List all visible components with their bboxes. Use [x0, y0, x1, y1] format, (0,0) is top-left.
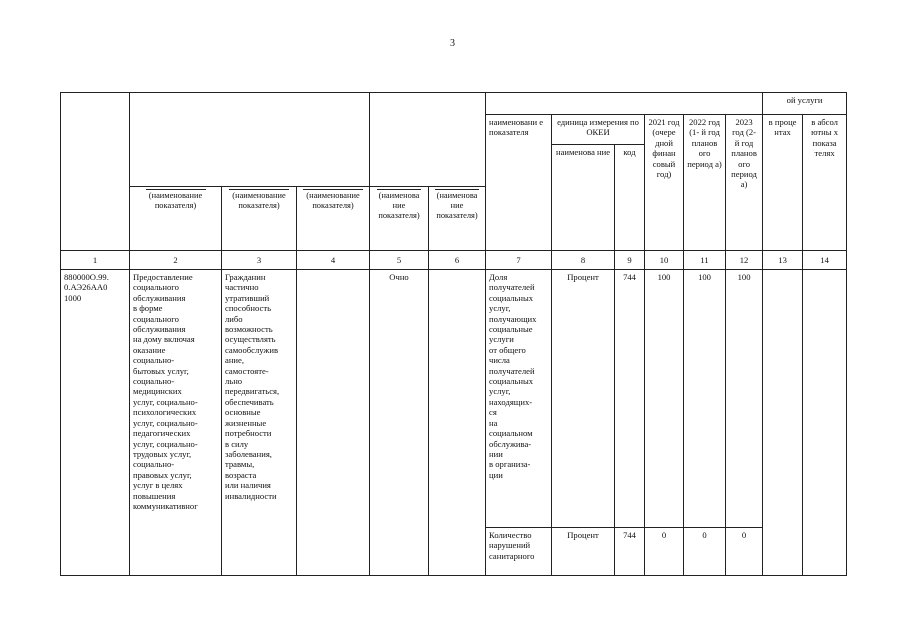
service-description: Предоставление социального обслуживания в форме социального обслуживания на дому включая оказание социально- бытовых услуг, социально- медицинских услуг, социально- психологических услуг, социально- педагогических услуг, социально- трудовых услуг, социально- правовых услуг, услуг в целях повышения коммуникативног: [130, 270, 222, 576]
in-absolute-header: в абсол ютны х показа телях: [803, 115, 847, 251]
page-number: 3: [450, 38, 455, 49]
column-number: 7: [486, 251, 552, 270]
service-form: Очно: [370, 270, 429, 576]
in-percent-header: в проце нтах: [763, 115, 803, 251]
column-number: 10: [645, 251, 684, 270]
blank-line: [435, 189, 479, 190]
indicator-name: Количество нарушений санитарного: [486, 528, 552, 576]
year-2021-header: 2021 год (очере дной финан совый год): [645, 115, 684, 251]
registry-code: 880000О.99. 0.АЭ26АА0 1000: [61, 270, 130, 576]
value-2021: 100: [645, 270, 684, 528]
indicator-name-label-1: (наименование показателя): [130, 187, 222, 251]
value-2023: 100: [726, 270, 763, 528]
of-service-header: ой услуги: [763, 93, 847, 115]
value-2023: 0: [726, 528, 763, 576]
service-indicators-table: [60, 92, 847, 576]
indicator-name: Доля получателей социальных услуг, получающих социальные услуги от общего числа получателей социальных услуг, находящих- ся на социальном обслужива- нии в организа- ции: [486, 270, 552, 528]
column-number: 13: [763, 251, 803, 270]
unit-name-header: наименова ние: [552, 145, 615, 251]
column-number: 1: [61, 251, 130, 270]
year-2022-header: 2022 год (1- й год планов ого период а): [684, 115, 726, 251]
indicator-name-label-2: (наименование показателя): [222, 187, 297, 251]
column-number: 5: [370, 251, 429, 270]
blank-line: [303, 189, 363, 190]
column-number: 11: [684, 251, 726, 270]
column-number: 12: [726, 251, 763, 270]
indicator-name-label-3: (наименование показателя): [297, 187, 370, 251]
value-2021: 0: [645, 528, 684, 576]
blank-line: [146, 189, 206, 190]
column-number: 4: [297, 251, 370, 270]
value-2022: 100: [684, 270, 726, 528]
recipient-category: Гражданин частично утративший способность либо возможность осуществлять самообслужив ание, самостоятe- льно передвигаться, обеспечивать основные жизненные потребности в силу заболевания, травмы, возраста или наличия инвалидности: [222, 270, 297, 576]
header-row-1: [61, 93, 847, 115]
indicator-name-header: наименовани е показателя: [486, 115, 552, 251]
unit-code: 744: [615, 528, 645, 576]
column-number: 9: [615, 251, 645, 270]
indicator-name-label-4: (наименова ние показателя): [370, 187, 429, 251]
unit-code-header: код: [615, 145, 645, 251]
value-2022: 0: [684, 528, 726, 576]
column-number: 3: [222, 251, 297, 270]
unit-name: Процент: [552, 528, 615, 576]
year-2023-header: 2023 год (2- й год планов ого период а): [726, 115, 763, 251]
indicator-name-label-5: (наименова ние показателя): [429, 187, 486, 251]
column-number: 8: [552, 251, 615, 270]
unit-okei-header: единица измерения по ОКЕИ: [552, 115, 645, 145]
blank-line: [377, 189, 421, 190]
column-number: 14: [803, 251, 847, 270]
blank-line: [229, 189, 289, 190]
column-number: 6: [429, 251, 486, 270]
column-number-row: [61, 251, 847, 270]
unit-code: 744: [615, 270, 645, 528]
column-number: 2: [130, 251, 222, 270]
unit-name: Процент: [552, 270, 615, 528]
data-row-1: [61, 270, 847, 528]
